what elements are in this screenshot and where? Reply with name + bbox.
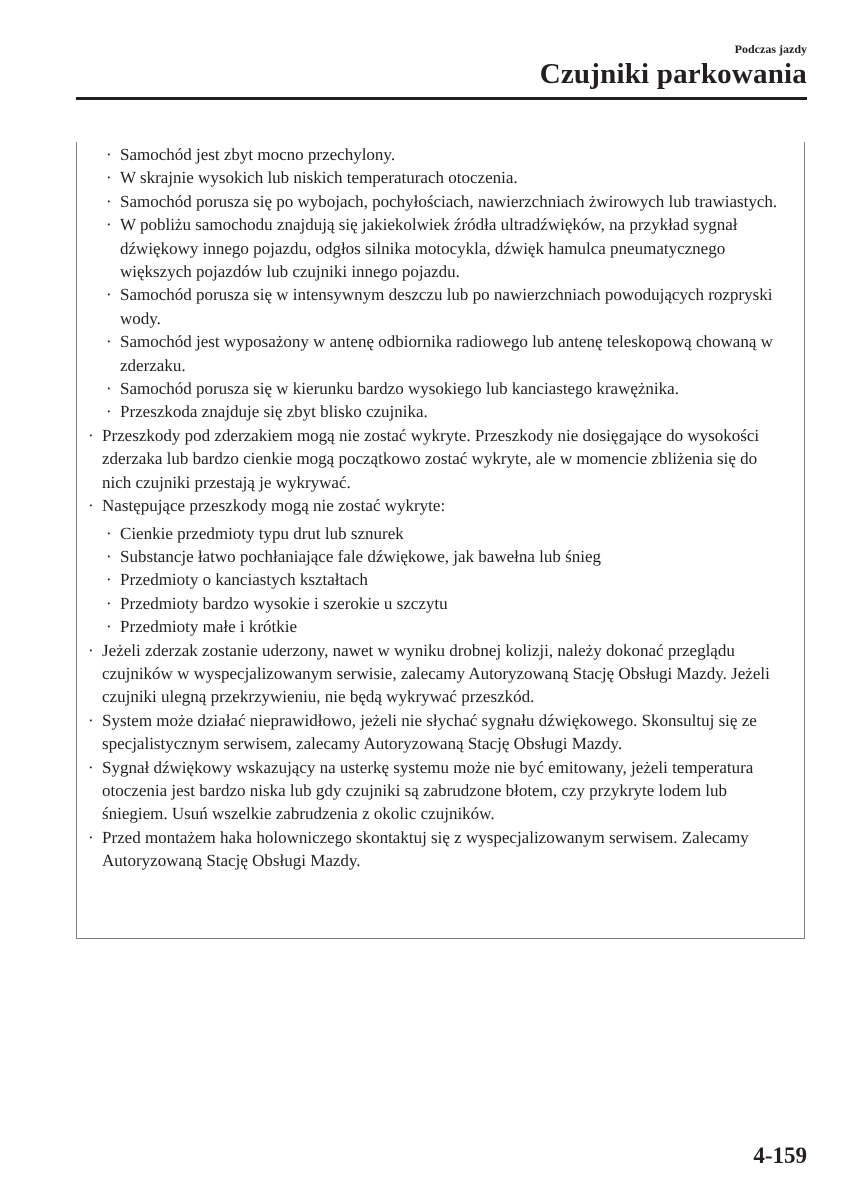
bullet-icon: ·	[106, 145, 112, 164]
list-item: · Przedmioty małe i krótkie	[106, 615, 788, 638]
list-item: · System może działać nieprawidłowo, jeżeli nie słychać sygnału dźwiękowego. Skonsultuj się ze specjalistycznym serwisem, zalecamy Autoryzowaną Stację Obsługi Mazdy.	[88, 710, 757, 754]
bullet-icon: ·	[106, 215, 112, 235]
bullet-icon: ·	[88, 710, 94, 730]
bullet-icon: ·	[106, 523, 112, 543]
list-item: · Sygnał dźwiękowy wskazujący na usterkę systemu może nie być emitowany, jeżeli temperatura otoczenia jest bardzo niska lub gdy czujniki są zabrudzone błotem, czy przykryte lodem lub śniegiem. Usuń wszelkie zabrudzenia z okolic czujników.	[88, 757, 754, 824]
list-item: · Przed montażem haka holowniczego skontaktuj się z wyspecjalizowanym serwisem. Zalecamy Autoryzowaną Stację Obsługi Mazdy.	[88, 827, 749, 871]
list-item: · Jeżeli zderzak zostanie uderzony, nawet w wyniku drobnej kolizji, należy dokonać przeglądu czujników w wyspecjalizowanym serwisie, zalecamy Autoryzowaną Stację Obsługi Mazdy. Jeżeli czujniki ulegną przekrzywieniu, nie będą wykrywać przeszkód.	[88, 640, 770, 707]
page-number: 4-159	[753, 1143, 807, 1168]
list-item: · Samochód jest zbyt mocno przechylony.	[106, 143, 788, 166]
list-item: · Następujące przeszkody mogą nie zostać wykryte:	[88, 494, 788, 517]
section-label: Podczas jazdy	[734, 42, 807, 56]
bullet-icon: ·	[106, 546, 112, 566]
bullet-icon: ·	[106, 570, 112, 590]
bullet-icon: ·	[106, 285, 112, 305]
bullet-icon: ·	[88, 827, 94, 847]
list-item: · Samochód porusza się po wybojach, pochyłościach, nawierzchniach żwirowych lub trawiastych.	[106, 190, 788, 213]
header-divider	[76, 97, 807, 100]
list-item: · W pobliżu samochodu znajdują się jakiekolwiek źródła ultradźwięków, na przykład sygnał dźwiękowy innego pojazdu, odgłos silnika motocykla, dźwięk hamulca pneumatycznego większych pojazdów lub czujniki innego pojazdu.	[106, 215, 738, 282]
bullet-icon: ·	[106, 593, 112, 613]
bullet-icon: ·	[88, 496, 94, 516]
sub-list-undetected	[88, 522, 788, 639]
list-item: · Samochód jest wyposażony w antenę odbiornika radiowego lub antenę teleskopową chowaną w zderzaku.	[106, 332, 773, 375]
bullet-icon: ·	[106, 402, 112, 422]
bullet-icon: ·	[106, 617, 112, 637]
list-item: · Przeszkody pod zderzakiem mogą nie zostać wykryte. Przeszkody nie dosięgające do wysokości zderzaka lub bardzo cienkie mogą początkowo zostać wykryte, ale w momencie zbliżenia się do nich czujniki przestają je wykrywać.	[88, 425, 760, 492]
bullet-icon: ·	[88, 425, 94, 445]
list-item: · Samochód porusza się w intensywnym deszczu lub po nawierzchniach powodujących rozpryski wody.	[106, 285, 773, 328]
bullet-icon: ·	[106, 332, 112, 352]
list-item: · Cienkie przedmioty typu drut lub sznurek	[106, 522, 788, 545]
bullet-icon: ·	[106, 191, 112, 211]
bullet-icon: ·	[88, 640, 94, 660]
list-item: · Przeszkoda znajduje się zbyt blisko czujnika.	[106, 400, 788, 423]
notice-content	[88, 143, 788, 873]
list-item: · W skrajnie wysokich lub niskich temperaturach otoczenia.	[106, 166, 788, 189]
sub-list-conditions	[88, 143, 788, 424]
list-item: · Samochód porusza się w kierunku bardzo wysokiego lub kanciastego krawężnika.	[106, 377, 788, 400]
bullet-icon: ·	[106, 379, 112, 399]
page-title: Czujniki parkowania	[539, 58, 807, 90]
list-item: · Przedmioty bardzo wysokie i szerokie u szczytu	[106, 592, 788, 615]
list-item: · Przedmioty o kanciastych kształtach	[106, 568, 788, 591]
list-item: · Substancje łatwo pochłaniające fale dźwiękowe, jak bawełna lub śnieg	[106, 545, 788, 568]
bullet-icon: ·	[106, 168, 112, 188]
bullet-icon: ·	[88, 757, 94, 777]
main-list	[88, 639, 788, 873]
